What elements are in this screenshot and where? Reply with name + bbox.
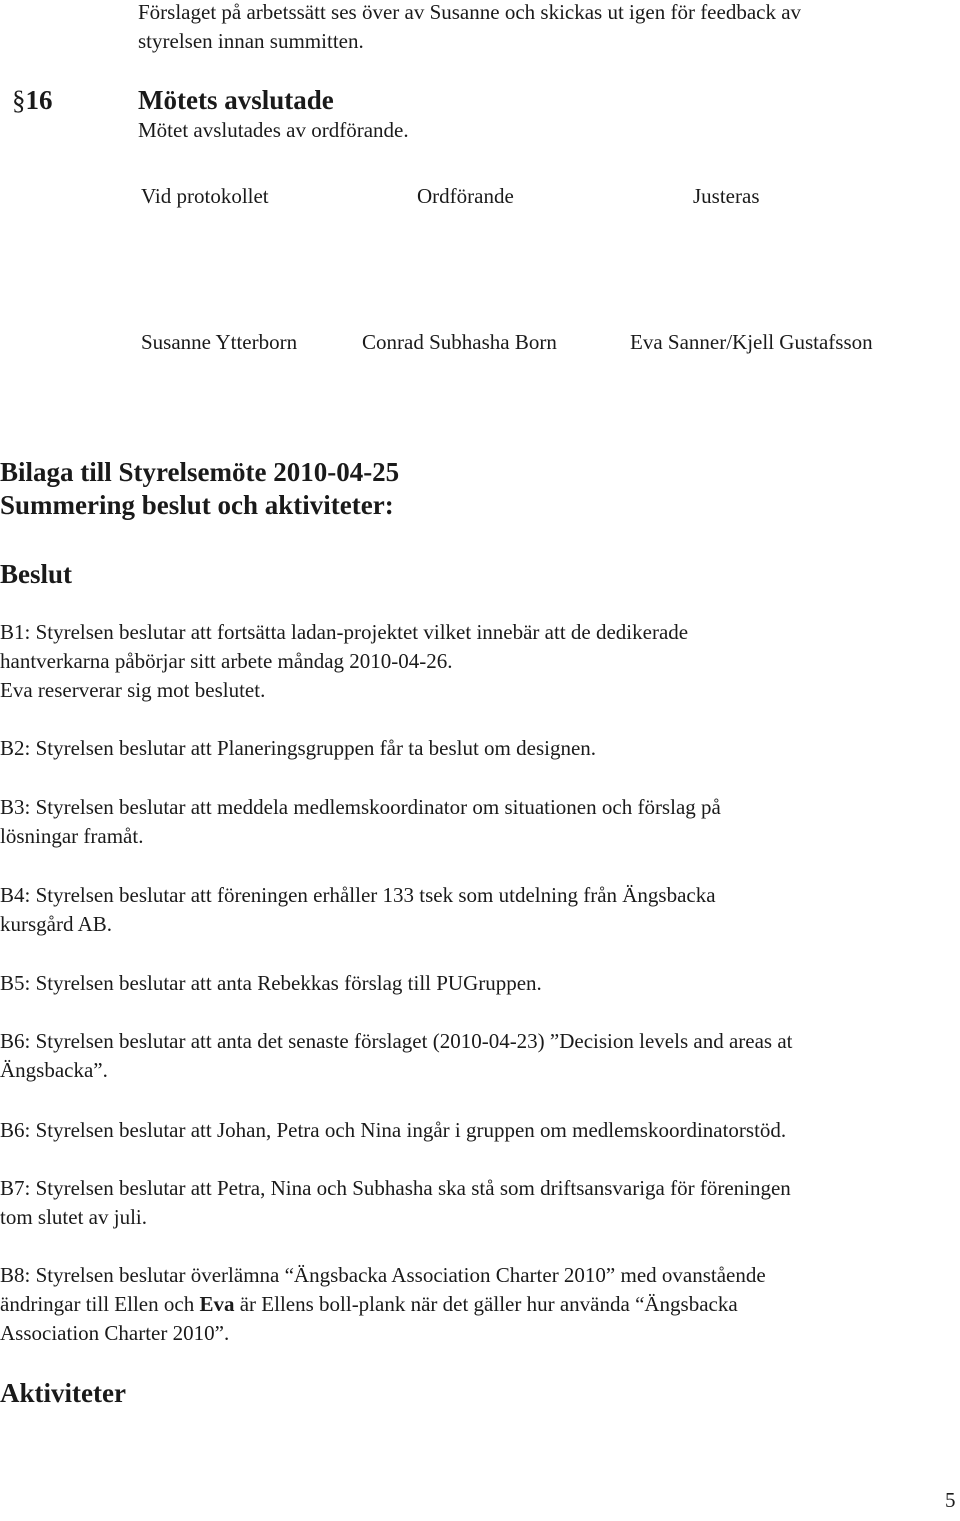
page-number: 5: [945, 1488, 956, 1512]
signature-name: Susanne Ytterborn: [141, 330, 298, 354]
section-text: Mötet avslutades av ordförande.: [138, 118, 409, 142]
decision-b8: [0, 1290, 738, 1319]
signature-name: Conrad Subhasha Born: [362, 330, 557, 354]
decision-b6b: B6: Styrelsen beslutar att Johan, Petra och Nina ingår i gruppen om medlemskoordinatorstöd.: [0, 1118, 787, 1142]
decision-b8: B8: Styrelsen beslutar överlämna “Ängsbacka Association Charter 2010” med ovanstående: [0, 1263, 766, 1287]
decision-b6a: Ängsbacka”.: [0, 1058, 108, 1082]
decision-b1: hantverkarna påbörjar sitt arbete måndag 2010-04-26.: [0, 649, 453, 673]
appendix-subtitle: Summering beslut och aktiviteter:: [0, 490, 394, 520]
decision-b4: B4: Styrelsen beslutar att föreningen erhåller 133 tsek som utdelning från Ängsbacka: [0, 883, 716, 907]
decision-b8-bold-name: Eva: [199, 1292, 235, 1316]
paragraph-line: Förslaget på arbetssätt ses över av Susanne och skickas ut igen för feedback av: [138, 0, 802, 24]
beslut-heading: Beslut: [0, 559, 73, 589]
decision-b6a: B6: Styrelsen beslutar att anta det senaste förslaget (2010-04-23) ”Decision levels and areas at: [0, 1029, 793, 1053]
paragraph-line: styrelsen innan summitten.: [138, 29, 364, 53]
signature-role: Vid protokollet: [141, 184, 269, 208]
section-title: Mötets avslutade: [138, 85, 334, 115]
decision-b8-text: ändringar till Ellen och: [0, 1292, 200, 1316]
decision-b1: B1: Styrelsen beslutar att fortsätta ladan-projektet vilket innebär att de dedikerade: [0, 620, 689, 644]
signature-role: Justeras: [693, 184, 760, 208]
appendix-title: Bilaga till Styrelsemöte 2010-04-25: [0, 457, 400, 487]
decision-b3: B3: Styrelsen beslutar att meddela medlemskoordinator om situationen och förslag på: [0, 795, 721, 819]
decision-b5: B5: Styrelsen beslutar att anta Rebekkas förslag till PUGruppen.: [0, 971, 542, 995]
decision-b8: Association Charter 2010”.: [0, 1321, 230, 1345]
section-number: §16: [12, 85, 53, 115]
signature-name: Eva Sanner/Kjell Gustafsson: [630, 330, 873, 354]
decision-b1: Eva reserverar sig mot beslutet.: [0, 678, 266, 702]
decision-b4: kursgård AB.: [0, 912, 112, 936]
section-sign-icon: §: [12, 85, 26, 115]
decision-b7: B7: Styrelsen beslutar att Petra, Nina och Subhasha ska stå som driftsansvariga för föreningen: [0, 1176, 791, 1200]
decision-b3: lösningar framåt.: [0, 824, 144, 848]
decision-b7: tom slutet av juli.: [0, 1205, 147, 1229]
decision-b8-text: är Ellens boll-plank när det gäller hur använda “Ängsbacka: [234, 1292, 738, 1316]
signature-role: Ordförande: [417, 184, 514, 208]
aktiviteter-heading: Aktiviteter: [0, 1378, 126, 1408]
decision-b2: B2: Styrelsen beslutar att Planeringsgruppen får ta beslut om designen.: [0, 736, 597, 760]
